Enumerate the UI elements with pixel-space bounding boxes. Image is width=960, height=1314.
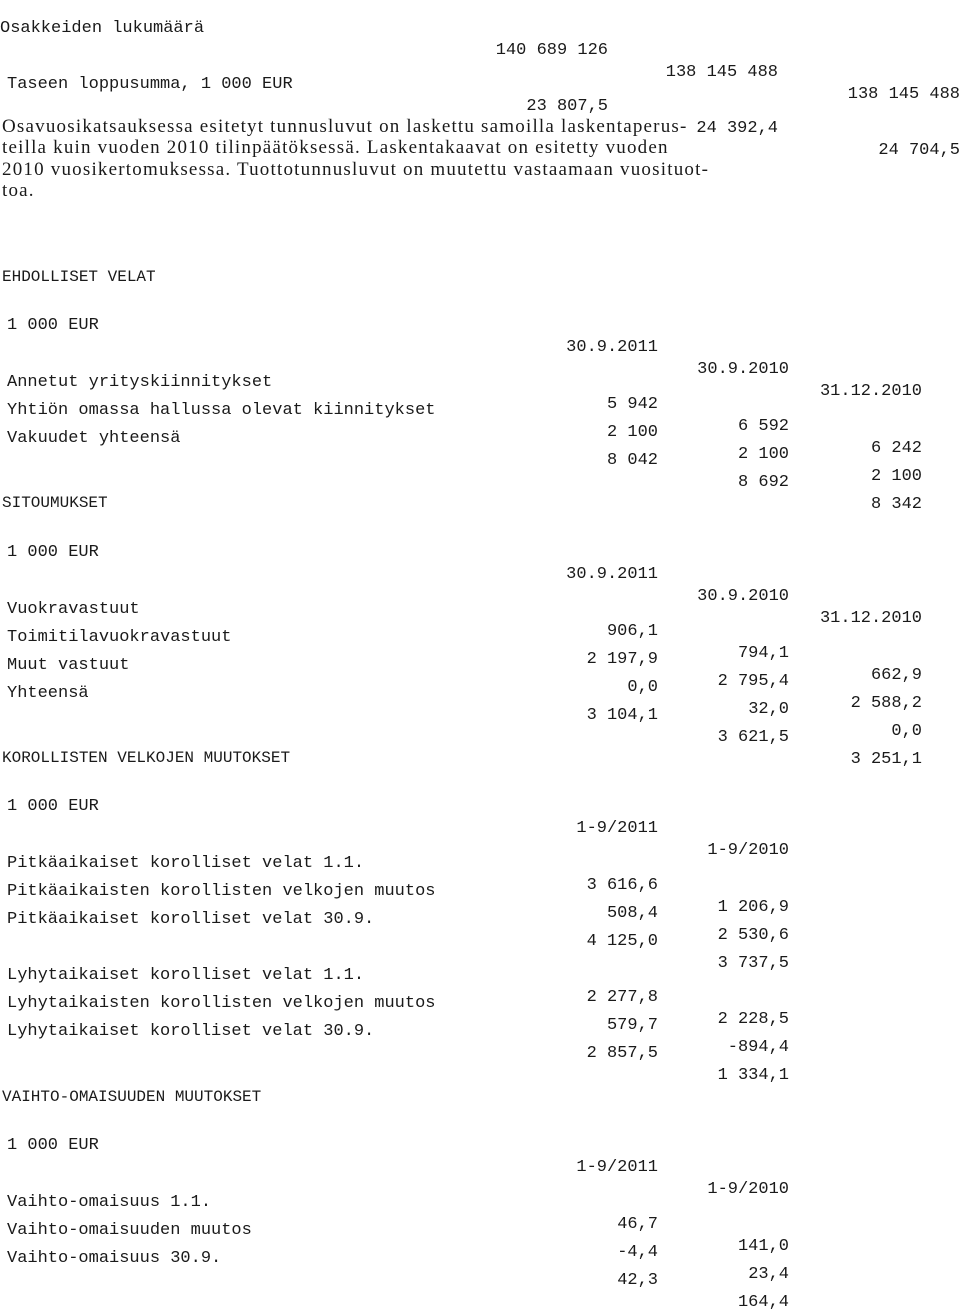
paragraph-line: teilla kuin vuoden 2010 tilinpäätöksessä. Laskentakaavat on esitetty vuoden: [2, 137, 669, 159]
col-header: 30.9.2010: [697, 360, 789, 379]
value-2010: 24 392,4: [696, 119, 778, 138]
cell: 8 042: [606, 451, 658, 470]
row-label: Vaihto-omaisuuden muutos: [7, 1221, 252, 1240]
cell: 8 692: [737, 473, 789, 492]
cell: 508,4: [606, 904, 658, 923]
cell: 23,4: [748, 1265, 789, 1284]
paragraph-line: toa.: [2, 180, 35, 202]
unit-label: 1 000 EUR: [7, 1136, 99, 1155]
cell: 141,0: [737, 1237, 789, 1256]
cell: 0,0: [891, 722, 922, 741]
row-label: Lyhytaikaiset korolliset velat 30.9.: [7, 1022, 375, 1041]
paragraph-line: Osavuosikatsauksessa esitetyt tunnusluvut on laskettu samoilla laskentaperus-: [2, 116, 688, 137]
cell: 3 104,1: [586, 706, 658, 725]
value-2010-year-end: 24 704,5: [878, 141, 960, 160]
unit-label: 1 000 EUR: [7, 797, 99, 816]
cell: 2 588,2: [850, 694, 922, 713]
row-label: Pitkäaikaiset korolliset velat 1.1.: [7, 854, 365, 873]
unit-label: 1 000 EUR: [7, 543, 99, 562]
cell: 794,1: [737, 644, 789, 663]
row-label: Annetut yrityskiinnitykset: [7, 373, 273, 392]
cell: 662,9: [870, 666, 922, 685]
row-label: Osakkeiden lukumäärä: [0, 19, 205, 38]
cell: 0,0: [627, 678, 658, 697]
row-label: Pitkäaikaisten korollisten velkojen muutos: [7, 882, 436, 901]
cell: 1 334,1: [717, 1066, 789, 1085]
cell: 32,0: [748, 700, 789, 719]
col-header: 31.12.2010: [819, 609, 922, 628]
section-title: KOROLLISTEN VELKOJEN MUUTOKSET: [2, 749, 291, 767]
cell: 2 228,5: [717, 1010, 789, 1029]
cell: 3 737,5: [717, 954, 789, 973]
col-header: 30.9.2011: [566, 565, 658, 584]
cell: 1 206,9: [717, 898, 789, 917]
cell: 46,7: [617, 1215, 658, 1234]
value-2011: 140 689 126: [495, 41, 608, 60]
methodology-paragraph: [2, 116, 882, 202]
contingent-section-title: [0, 244, 960, 286]
cell: 164,4: [737, 1293, 789, 1312]
cell: 42,3: [617, 1271, 658, 1290]
row-label: Vuokravastuut: [7, 600, 140, 619]
col-header: 31.12.2010: [819, 382, 922, 401]
row-label: Vaihto-omaisuus 1.1.: [7, 1193, 212, 1212]
row-label: Pitkäaikaiset korolliset velat 30.9.: [7, 910, 375, 929]
cell: 4 125,0: [586, 932, 658, 951]
cell: 3 251,1: [850, 750, 922, 769]
col-header: 1-9/2010: [707, 841, 789, 860]
cell: -4,4: [617, 1243, 658, 1262]
cell: 2 795,4: [717, 672, 789, 691]
row-label: Toimitilavuokravastuut: [7, 628, 232, 647]
cell: 2 530,6: [717, 926, 789, 945]
row-label: Lyhytaikaisten korollisten velkojen muutos: [7, 994, 436, 1013]
cell: 2 100: [737, 445, 789, 464]
cell: 8 342: [870, 495, 922, 514]
value-2010: 138 145 488: [665, 63, 778, 82]
col-header: 30.9.2010: [697, 587, 789, 606]
section-title: SITOUMUKSET: [2, 494, 108, 512]
interest-debt-header: [0, 774, 960, 860]
row-label: Yhteensä: [7, 684, 89, 703]
cell: 3 616,6: [586, 876, 658, 895]
cell: 6 242: [870, 439, 922, 458]
section-title: EHDOLLISET VELAT: [2, 268, 156, 286]
row-label: Vakuudet yhteensä: [7, 429, 181, 448]
section-title: VAIHTO-OMAISUUDEN MUUTOKSET: [2, 1088, 262, 1106]
unit-label: 1 000 EUR: [7, 316, 99, 335]
cell: 2 277,8: [586, 988, 658, 1007]
col-header: 1-9/2010: [707, 1180, 789, 1199]
col-header: 1-9/2011: [576, 819, 658, 838]
row-label: Yhtiön omassa hallussa olevat kiinnitykset: [7, 401, 436, 420]
inventory-header: [0, 1113, 960, 1199]
inventory-section-title: [0, 1064, 960, 1106]
row-label: Muut vastuut: [7, 656, 130, 675]
value-2011: 23 807,5: [526, 97, 608, 116]
paragraph-line: 2010 vuosikertomuksessa. Tuottotunnusluvut on muutettu vastaamaan vuosituot-: [2, 158, 710, 180]
cell: 6 592: [737, 417, 789, 436]
col-header: 30.9.2011: [566, 338, 658, 357]
cell: 906,1: [606, 622, 658, 641]
cell: 2 197,9: [586, 650, 658, 669]
cell: 5 942: [606, 395, 658, 414]
cell: 579,7: [606, 1016, 658, 1035]
row-label: Lyhytaikaiset korolliset velat 1.1.: [7, 966, 365, 985]
cell: -894,4: [727, 1038, 789, 1057]
cell: 2 100: [870, 467, 922, 486]
col-header: 1-9/2011: [576, 1158, 658, 1177]
row-label: Taseen loppusumma, 1 000 EUR: [7, 75, 293, 94]
value-2010-year-end: 138 145 488: [847, 85, 960, 104]
cell: 2 857,5: [586, 1044, 658, 1063]
cell: 3 621,5: [717, 728, 789, 747]
cell: 2 100: [606, 423, 658, 442]
row-label: Vaihto-omaisuus 30.9.: [7, 1249, 222, 1268]
